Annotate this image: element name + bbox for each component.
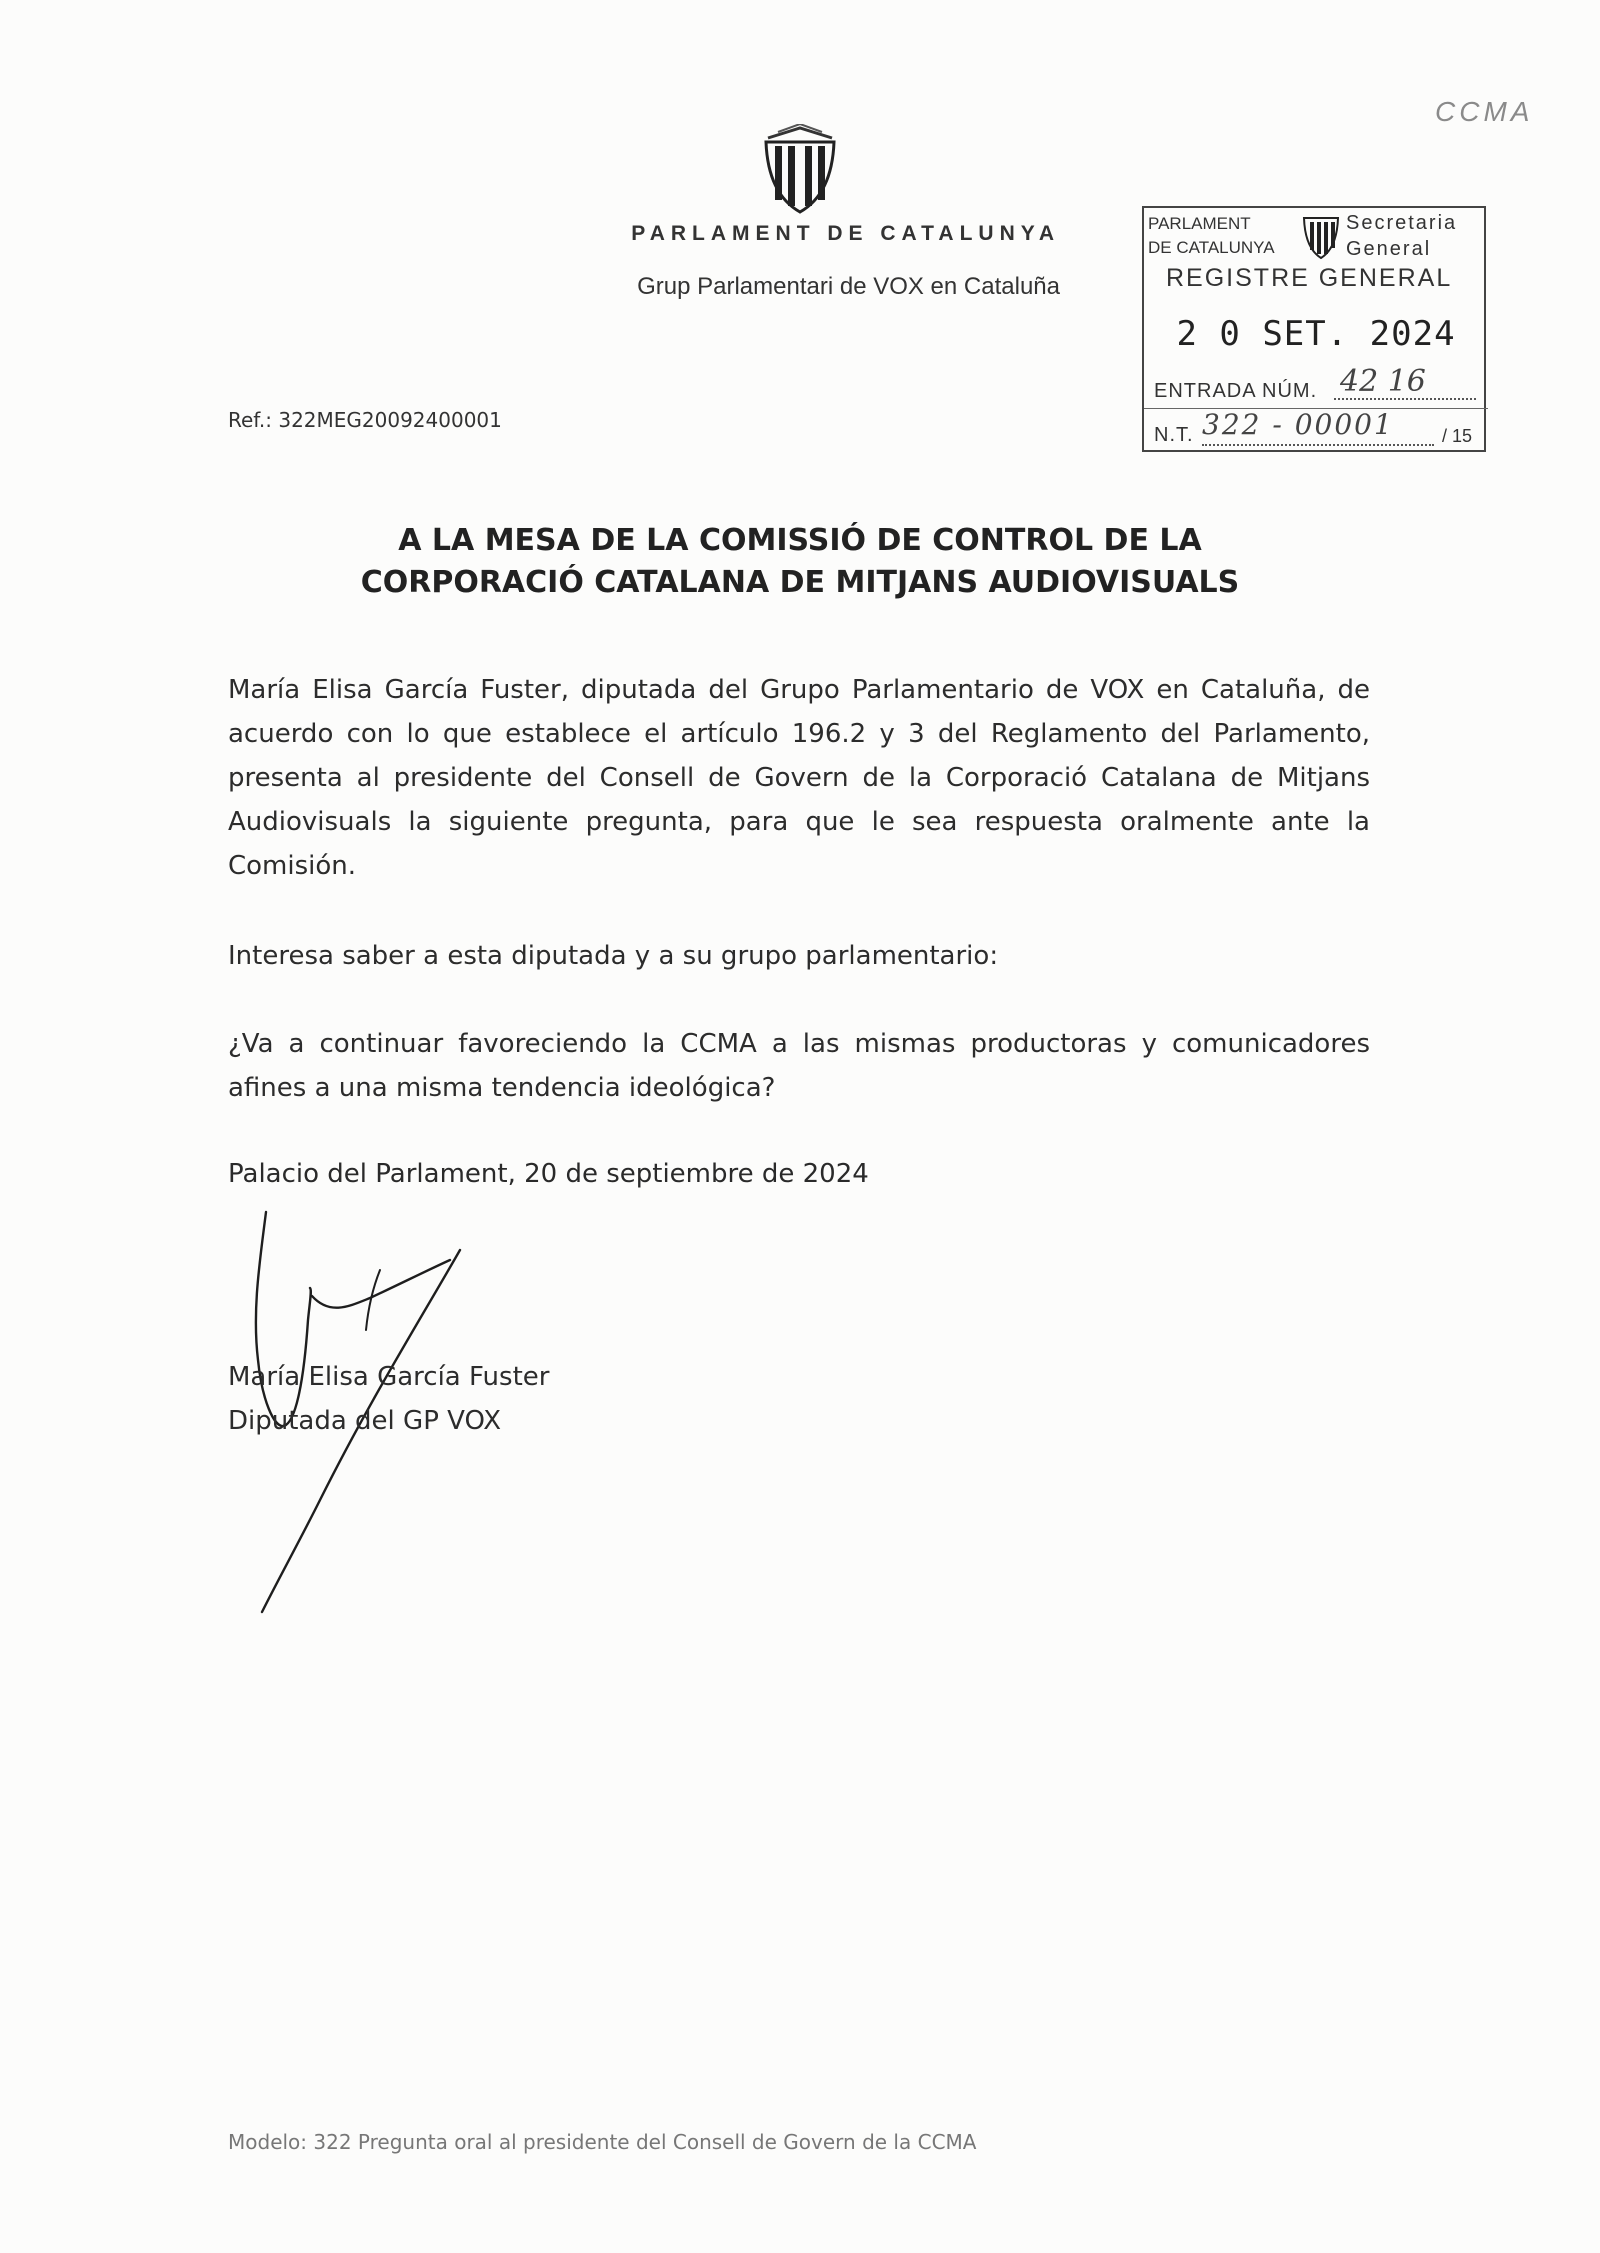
heading-line-1: A LA MESA DE LA COMISSIÓ DE CONTROL DE LA	[398, 523, 1202, 558]
handwritten-corner-note: CCMA	[1435, 96, 1534, 127]
stamp-nt-suffix: / 15	[1442, 426, 1473, 446]
stamp-secretaria: Secretaria	[1346, 212, 1458, 234]
stamp-registry-title: REGISTRE GENERAL	[1166, 264, 1453, 292]
stamp-entry-number: 42 16	[1334, 364, 1476, 400]
form-model-footer: Modelo: 322 Pregunta oral al presidente del Consell de Govern de la CCMA	[228, 2130, 977, 2154]
registry-stamp	[1142, 206, 1486, 452]
signer-name: María Elisa García Fuster	[228, 1362, 550, 1392]
intro-paragraph: María Elisa García Fuster, diputada del Grupo Parlamentario de VOX en Cataluña, de acuerdo con lo que establece el artículo 196.2 y 3 del Reglamento del Parlamento, presenta al presidente del Consell de Govern de la Corporació Catalana de Mitjans Audiovisuals la siguiente pregunta, para que le sea respuesta oralmente ante la Comisión.	[228, 675, 1370, 881]
heading-line-2: CORPORACIÓ CATALANA DE MITJANS AUDIOVISUALS	[360, 565, 1240, 600]
stamp-general: General	[1346, 238, 1432, 260]
stamp-parlament: PARLAMENT	[1148, 214, 1251, 233]
question-paragraph: ¿Va a continuar favoreciendo la CCMA a las mismas productoras y comunicadores afines a una misma tendencia ideológica?	[228, 1029, 1370, 1103]
institution-title: PARLAMENT DE CATALUNYA	[631, 222, 1060, 245]
stamp-nt-label: N.T.	[1154, 424, 1194, 446]
stamp-catalunya: DE CATALUNYA	[1148, 238, 1275, 257]
signer-role: Diputada del GP VOX	[228, 1406, 502, 1436]
place-and-date: Palacio del Parlament, 20 de septiembre de 2024	[228, 1159, 869, 1189]
stamp-nt-number: 322 - 00001	[1202, 408, 1434, 446]
parliament-emblem-icon	[758, 124, 842, 216]
reference-number: Ref.: 322MEG20092400001	[228, 408, 502, 432]
parliamentary-group: Grup Parlamentari de VOX en Cataluña	[637, 273, 1060, 300]
stamp-entry-label: ENTRADA NÚM.	[1154, 380, 1318, 402]
stamp-emblem-icon	[1300, 210, 1342, 260]
stamp-date: 2 0 SET. 2024	[1176, 314, 1456, 354]
interest-paragraph: Interesa saber a esta diputada y a su grupo parlamentario:	[228, 941, 999, 971]
document-heading	[200, 520, 1400, 604]
